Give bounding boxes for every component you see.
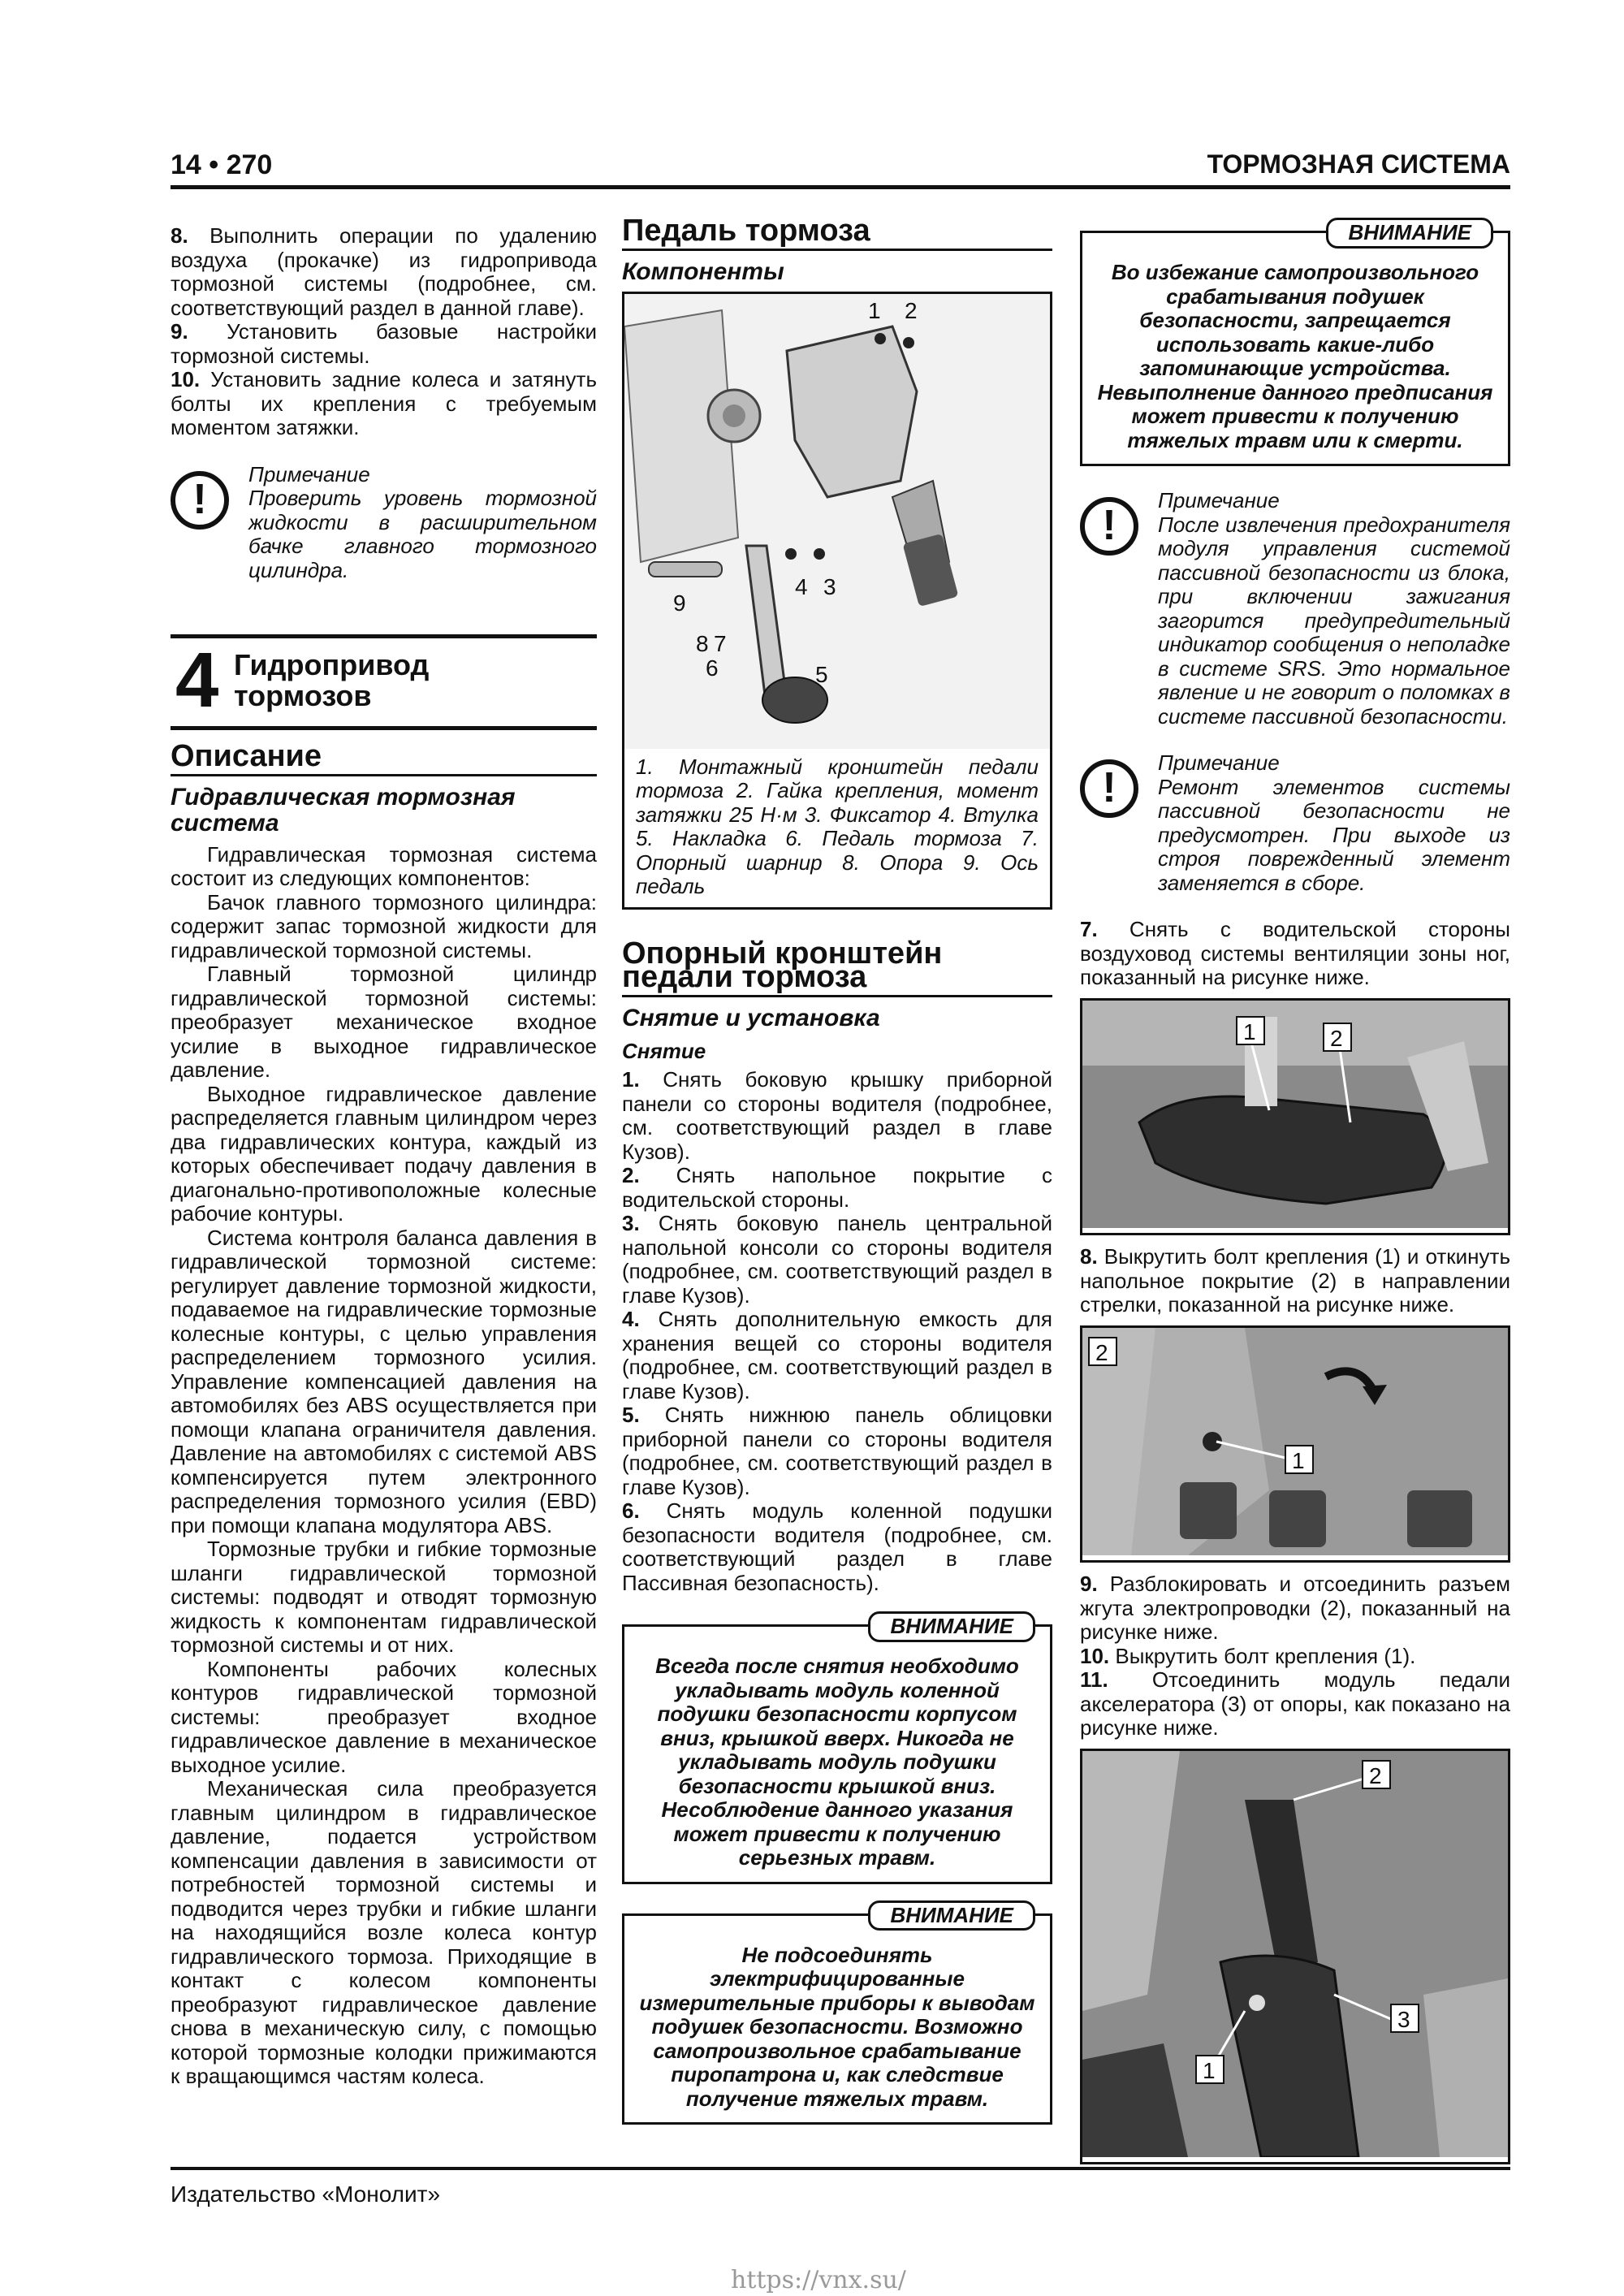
exclamation-icon: ! — [1080, 497, 1138, 556]
note-title: Примечание — [1158, 750, 1280, 775]
step: 3. Снять боковую панель центральной напольной консоли со стороны водителя (подробнее, см. соответствующий раздел в главе Кузов). — [622, 1211, 1052, 1308]
note-text: После извлечения предохранителя модуля управления системой пассивной безопасности из блока, при включении зажигания загорится предупредительный индикатор сообщения о неполадке в системе SRS. Это нормальное явление и не говорит о поломках в системе пассивной безопасности. — [1158, 512, 1510, 729]
figure-label: 5 — [815, 661, 828, 687]
paragraph: Компоненты рабочих колесных контуров гидравлической тормозной системы: преобразует входное гидравлическое давление в механическое выходное усилие. — [171, 1656, 597, 1777]
paragraph: Гидравлическая тормозная система состоит из следующих компонентов: — [171, 841, 597, 890]
accelerator-photo — [1082, 1751, 1508, 2157]
figure-label: 3 — [823, 573, 836, 599]
subsection-heading: Снятие и установка — [622, 1004, 880, 1031]
column-2 — [622, 214, 1052, 2146]
paragraph: Система контроля баланса давления в гидравлической тормозной системе: регулирует давление тормозной жидкости, подаваемое на гидравлические тормозные колесные контуры, с целью управления распределением тормозного усилия. Управление компенсацией давления на автомобилях без ABS осуществляется при помощи клапана ограничителя давления. Давление на автомобилях с системой ABS компенсируется путем электронного распределения тормозного усилия (EBD) при помощи клапана модулятора ABS. — [171, 1225, 597, 1537]
photo-label: 1 — [1203, 2057, 1216, 2083]
publisher: Издательство «Монолит» — [171, 2181, 441, 2207]
chapter-heading — [171, 634, 597, 730]
step: 5. Снять нижнюю панель облицовки приборной панели со стороны водителя (подробнее, см. соответствующий раздел в главе Кузов). — [622, 1403, 1052, 1499]
step: 9. Разблокировать и отсоединить разъем жгута электропроводки (2), показанный на рисунке ниже. — [1080, 1572, 1510, 1644]
note-box — [1080, 751, 1510, 895]
step: 7. Снять с водительской стороны воздуховод системы вентиляции зоны ног, показанный на рисунке ниже. — [1080, 917, 1510, 989]
subsection-heading: Гидравлическая тормозная система — [171, 783, 516, 837]
air-duct-photo — [1082, 1001, 1508, 1228]
paragraph: Главный тормозной цилиндр гидравлической тормозной системы: преобразует механическое входное усилие в выходное гидравлическое давление. — [171, 962, 597, 1082]
warning-text: Не подсоединять электрифицированные измерительные приборы к выводам подушек безопасности. Возможно самопроизвольное срабатывание пиропатрона и, как следствие получение тяжелых травм. — [639, 1942, 1035, 2111]
photo-label: 2 — [1330, 1025, 1343, 1051]
minor-heading: Снятие — [622, 1038, 706, 1063]
figure-label: 4 — [795, 573, 808, 599]
warning-box — [622, 1614, 1052, 1884]
chapter-number: 4 — [175, 637, 219, 724]
step: 8. Выполнить операции по удалению воздуха (прокачке) из гидропривода тормозной системы (подробнее, см. соответствующий раздел в данной главе). — [171, 223, 597, 320]
note-box — [1080, 489, 1510, 729]
figure-label: 1 — [868, 297, 881, 323]
subsection-heading: Компоненты — [622, 257, 784, 285]
chapter-title: Гидропривод тормозов — [234, 648, 430, 712]
photo-label: 3 — [1397, 2006, 1410, 2032]
warning-box — [1080, 220, 1510, 466]
photo-label: 1 — [1292, 1447, 1305, 1473]
warning-title: ВНИМАНИЕ — [1326, 218, 1493, 249]
step: 1. Снять боковую крышку приборной панели со стороны водителя (подробнее, см. соответствующий раздел в главе Кузов). — [622, 1067, 1052, 1164]
note-text: Ремонт элементов системы пассивной безопасности не предусмотрен. При выходе из строя поврежденный элемент заменяется в сборе. — [1158, 774, 1510, 895]
step: 8. Выкрутить болт крепления (1) и откинуть напольное покрытие (2) в направлении стрелки, показанной на рисунке ниже. — [1080, 1244, 1510, 1317]
figure-label: 6 — [706, 655, 719, 681]
warning-title: ВНИМАНИЕ — [868, 1611, 1035, 1642]
page-footer — [171, 2167, 1510, 2207]
note-title: Примечание — [1158, 488, 1280, 512]
paragraph: Выходное гидравлическое давление распределяется главным цилиндром через два гидравлических контура, каждый из которых обеспечивает подачу давления в диагонально-противоположные колесные рабочие контуры. — [171, 1081, 597, 1226]
step: 4. Снять дополнительную емкость для хранения вещей со стороны водителя (подробнее, см. соответствующий раздел в главе Кузов). — [622, 1307, 1052, 1403]
photo-label: 2 — [1095, 1339, 1108, 1365]
exclamation-icon: ! — [1080, 759, 1138, 818]
figure-label: 7 — [714, 630, 727, 656]
section-heading: Опорный кронштейн педали тормоза — [622, 942, 1052, 997]
section-heading: Педаль тормоза — [622, 219, 1052, 251]
floor-cover-photo — [1082, 1328, 1508, 1555]
photo-label: 2 — [1369, 1762, 1382, 1788]
photo-label: 1 — [1243, 1018, 1256, 1044]
figure-caption: 1. Монтажный кронштейн педали тормоза 2. Гайка крепления, момент затяжки 25 Н·м 3. Фиксатор 4. Втулка 5. Накладка 6. Педаль тормоза 7. Опорный шарнир 8. Опора 9. Ось педаль — [636, 754, 1039, 898]
section-title: ТОРМОЗНАЯ СИСТЕМА — [1207, 149, 1510, 179]
column-1 — [171, 224, 597, 2089]
warning-box — [622, 1902, 1052, 2125]
note-box — [171, 463, 597, 583]
paragraph: Тормозные трубки и гибкие тормозные шланги гидравлической тормозной системы: подводят и отводят тормозную жидкость к компонентам гидравлической тормозной системы и от них. — [171, 1537, 597, 1657]
step: 10. Установить задние колеса и затянуть болты их крепления с требуемым моментом затяжки. — [171, 367, 597, 439]
step: 2. Снять напольное покрытие с водительской стороны. — [622, 1163, 1052, 1212]
paragraph: Механическая сила преобразуется главным цилиндром в гидравлическое давление, подается устройством компенсации давления в зависимости от потребностей тормозной системы и подводится через трубки и гибкие шланги на находящийся возле колеса контур гидравлического тормоза. Приходящие в контакт с колесом компоненты преобразуют гидравлическое давление снова в механическую силу, с помощью которой тормозные колодки прижимаются к вращающимся частям колеса. — [171, 1776, 597, 2088]
photo-floor-cover — [1080, 1325, 1510, 1563]
figure-label: 9 — [673, 590, 686, 616]
page-number: 14 • 270 — [171, 149, 273, 180]
figure-label: 8 — [696, 630, 709, 656]
exclamation-icon: ! — [171, 471, 229, 530]
step: 9. Установить базовые настройки тормозной системы. — [171, 319, 597, 368]
section-heading: Описание — [171, 745, 597, 776]
paragraph: Бачок главного тормозного цилиндра: содержит запас тормозной жидкости для гидравлической тормозной системы. — [171, 889, 597, 962]
step: 11. Отсоединить модуль педали акселератора (3) от опоры, как показано на рисунке ниже. — [1080, 1667, 1510, 1740]
figure-label: 2 — [905, 297, 918, 323]
note-title: Примечание — [248, 461, 370, 486]
warning-text: Всегда после снятия необходимо укладывать модуль коленной подушки безопасности корпусом вниз, крышкой вверх. Никогда не укладывать модуль подушки безопасности крышкой вниз. Несоблюдение данного указания может привести к получению серьезных травм. — [655, 1654, 1019, 1870]
warning-title: ВНИМАНИЕ — [868, 1900, 1035, 1931]
photo-air-duct — [1080, 998, 1510, 1236]
step: 6. Снять модуль коленной подушки безопасности водителя (подробнее, см. соответствующий раздел в главе Пассивная безопасность). — [622, 1498, 1052, 1595]
step: 10. Выкрутить болт крепления (1). — [1080, 1643, 1416, 1668]
source-url: https://vnx.su/ — [731, 2266, 906, 2294]
column-3 — [1080, 220, 1510, 2174]
page-header — [171, 145, 1510, 189]
note-text: Проверить уровень тормозной жидкости в расширительном бачке главного тормозного цилиндра. — [248, 486, 597, 582]
pedal-diagram — [624, 294, 1050, 749]
photo-accelerator — [1080, 1749, 1510, 2165]
warning-text: Во избежание самопроизвольного срабатывания подушек безопасности, запрещается использовать какие-либо запоминающие устройства. Невыполнение данного предписания может привести к получению тяжелых травм или к смерти. — [1097, 260, 1493, 452]
pedal-components-figure — [622, 292, 1052, 910]
